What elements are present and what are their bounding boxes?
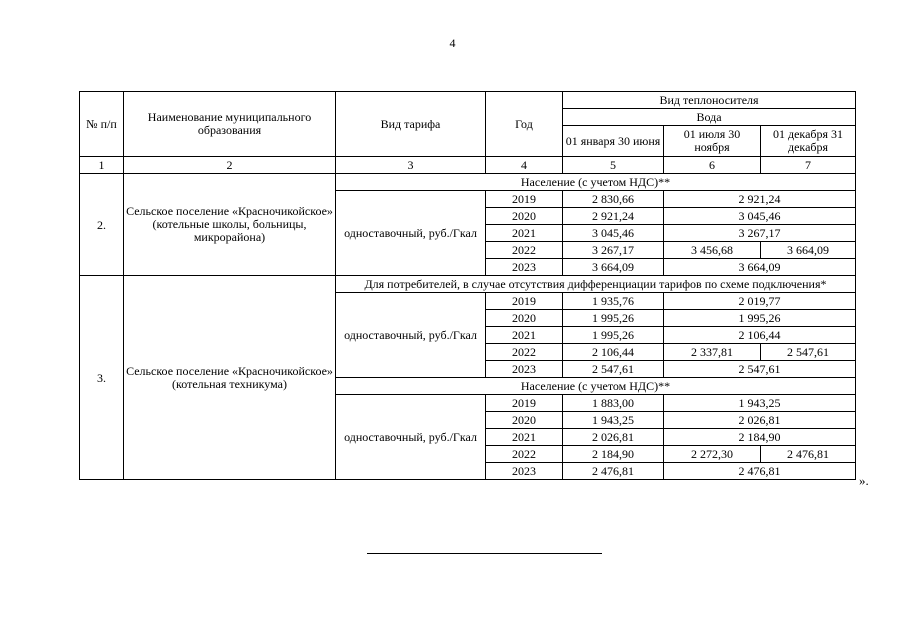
year-cell: 2023 bbox=[486, 361, 563, 378]
value-period-2-3: 2 476,81 bbox=[664, 463, 856, 480]
value-period-2: 2 337,81 bbox=[664, 344, 761, 361]
group-title-row bbox=[80, 276, 856, 293]
year-cell: 2020 bbox=[486, 412, 563, 429]
year-cell: 2019 bbox=[486, 293, 563, 310]
value-period-2-3: 2 026,81 bbox=[664, 412, 856, 429]
value-period-1: 1 883,00 bbox=[563, 395, 664, 412]
tariff-type: одноставочный, руб./Гкал bbox=[336, 191, 486, 276]
year-cell: 2019 bbox=[486, 395, 563, 412]
year-cell: 2021 bbox=[486, 225, 563, 242]
value-period-2-3: 2 184,90 bbox=[664, 429, 856, 446]
value-period-2: 3 456,68 bbox=[664, 242, 761, 259]
value-period-2-3: 2 547,61 bbox=[664, 361, 856, 378]
year-cell: 2021 bbox=[486, 429, 563, 446]
tariff-type: одноставочный, руб./Гкал bbox=[336, 293, 486, 378]
year-cell: 2023 bbox=[486, 259, 563, 276]
value-period-1: 2 184,90 bbox=[563, 446, 664, 463]
header-year: Год bbox=[486, 92, 563, 157]
header-water: Вода bbox=[563, 109, 856, 126]
page-number: 4 bbox=[449, 36, 456, 50]
year-cell: 2022 bbox=[486, 446, 563, 463]
header-municipality: Наименование муниципального образования bbox=[124, 92, 336, 157]
column-number: 6 bbox=[664, 157, 761, 174]
value-period-2: 2 272,30 bbox=[664, 446, 761, 463]
block-number: 3. bbox=[80, 276, 124, 480]
value-period-1: 1 995,26 bbox=[563, 327, 664, 344]
header-period-2: 01 июля 30 ноября bbox=[664, 126, 761, 157]
group-title-row bbox=[80, 174, 856, 191]
value-period-1: 2 476,81 bbox=[563, 463, 664, 480]
value-period-1: 3 664,09 bbox=[563, 259, 664, 276]
value-period-2-3: 3 045,46 bbox=[664, 208, 856, 225]
municipality-name: Сельское поселение «Красночикойское» (котельные школы, больницы, микрорайона) bbox=[124, 174, 336, 276]
closing-quote: ». bbox=[859, 473, 869, 488]
header-tariff-type: Вид тарифа bbox=[336, 92, 486, 157]
year-cell: 2021 bbox=[486, 327, 563, 344]
value-period-1: 1 995,26 bbox=[563, 310, 664, 327]
value-period-1: 2 106,44 bbox=[563, 344, 664, 361]
column-number: 7 bbox=[761, 157, 856, 174]
year-cell: 2020 bbox=[486, 208, 563, 225]
column-number: 4 bbox=[486, 157, 563, 174]
value-period-3: 2 547,61 bbox=[761, 344, 856, 361]
column-number: 2 bbox=[124, 157, 336, 174]
header-period-3: 01 декабря 31 декабря bbox=[761, 126, 856, 157]
value-period-2-3: 2 019,77 bbox=[664, 293, 856, 310]
year-cell: 2023 bbox=[486, 463, 563, 480]
column-number: 3 bbox=[336, 157, 486, 174]
group-title: Население (с учетом НДС)** bbox=[336, 174, 856, 191]
value-period-1: 3 045,46 bbox=[563, 225, 664, 242]
value-period-2-3: 1 943,25 bbox=[664, 395, 856, 412]
column-number: 1 bbox=[80, 157, 124, 174]
value-period-1: 2 026,81 bbox=[563, 429, 664, 446]
value-period-3: 3 664,09 bbox=[761, 242, 856, 259]
tariff-type: одноставочный, руб./Гкал bbox=[336, 395, 486, 480]
value-period-2-3: 2 106,44 bbox=[664, 327, 856, 344]
header-num: № п/п bbox=[80, 92, 124, 157]
value-period-1: 1 935,76 bbox=[563, 293, 664, 310]
value-period-1: 3 267,17 bbox=[563, 242, 664, 259]
year-cell: 2022 bbox=[486, 242, 563, 259]
header-period-1: 01 января 30 июня bbox=[563, 126, 664, 157]
footnote-divider bbox=[367, 553, 602, 554]
value-period-1: 1 943,25 bbox=[563, 412, 664, 429]
value-period-2-3: 3 267,17 bbox=[664, 225, 856, 242]
value-period-2-3: 3 664,09 bbox=[664, 259, 856, 276]
column-number: 5 bbox=[563, 157, 664, 174]
value-period-1: 2 921,24 bbox=[563, 208, 664, 225]
municipality-name: Сельское поселение «Красночикойское» (котельная техникума) bbox=[124, 276, 336, 480]
value-period-2-3: 2 921,24 bbox=[664, 191, 856, 208]
year-cell: 2020 bbox=[486, 310, 563, 327]
year-cell: 2019 bbox=[486, 191, 563, 208]
value-period-1: 2 830,66 bbox=[563, 191, 664, 208]
value-period-2-3: 1 995,26 bbox=[664, 310, 856, 327]
group-title: Население (с учетом НДС)** bbox=[336, 378, 856, 395]
tariff-table bbox=[79, 91, 856, 480]
value-period-1: 2 547,61 bbox=[563, 361, 664, 378]
year-cell: 2022 bbox=[486, 344, 563, 361]
block-number: 2. bbox=[80, 174, 124, 276]
header-carrier: Вид теплоносителя bbox=[563, 92, 856, 109]
group-title: Для потребителей, в случае отсутствия дифференциации тарифов по схеме подключения* bbox=[336, 276, 856, 293]
value-period-3: 2 476,81 bbox=[761, 446, 856, 463]
